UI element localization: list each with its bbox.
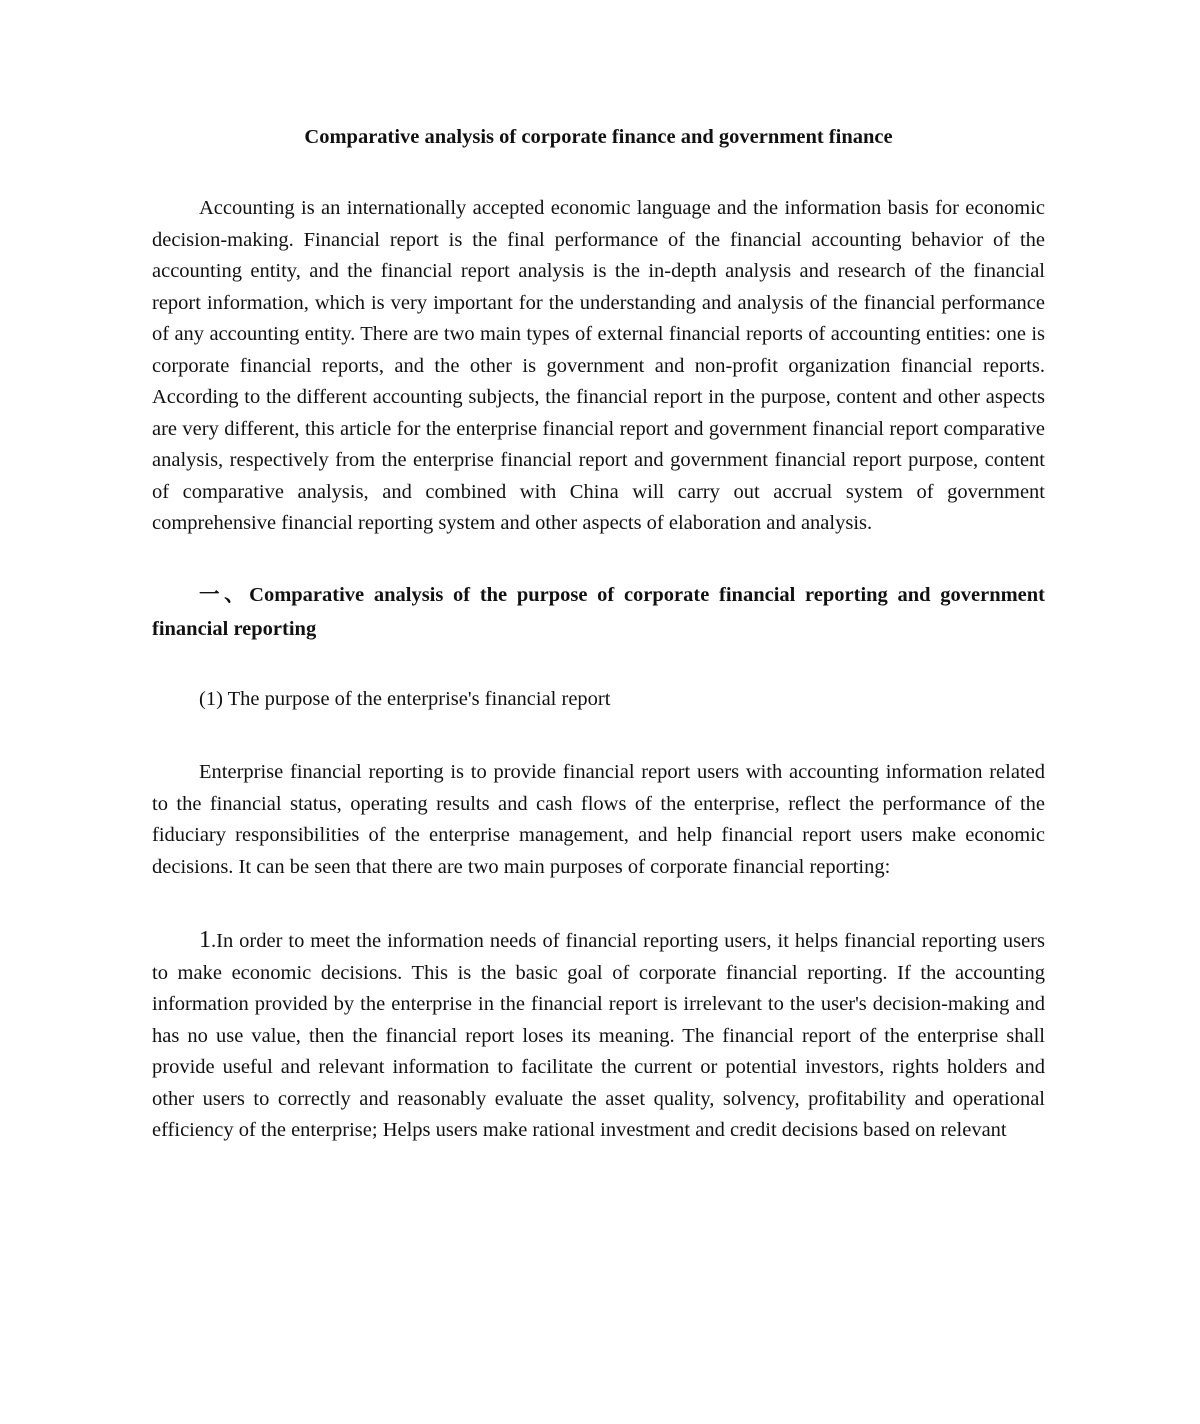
- list-item-text: .In order to meet the information needs of financial reporting users, it helps financial reporting users to make economic decisions. This is the basic goal of corporate financial reporting. If the accounting information provided by the enterprise in the financial report is irrelevant to the user's decision-making and has no use value, then the financial report loses its meaning. The financial report of the enterprise shall provide useful and relevant information to facilitate the current or potential investors, rights holders and other users to correctly and reasonably evaluate the asset quality, solvency, profitability and operational efficiency of the enterprise; Helps users make rational investment and credit decisions based on relevant: [152, 930, 1045, 1141]
- subsection-1-paragraph: Enterprise financial reporting is to provide financial report users with accounting information related to the financial status, operating results and cash flows of the enterprise, reflect the performance of the fiduciary responsibilities of the enterprise management, and help financial report users make economic decisions. It can be seen that there are two main purposes of corporate financial reporting:: [152, 761, 1045, 878]
- list-item-number: 1: [199, 927, 211, 953]
- document-page: [152, 122, 1045, 1147]
- subsection-1-heading: (1) The purpose of the enterprise's financial report: [199, 687, 611, 710]
- list-item-1: [152, 925, 1045, 1147]
- document-title: Comparative analysis of corporate finance and government finance: [304, 126, 893, 148]
- intro-paragraph: Accounting is an internationally accepted economic language and the information basis for economic decision-making. Financial report is the final performance of the financial accounting behavior of the accounting entity, and the financial report analysis is the in-depth analysis and research of the financial report information, which is very important for the understanding and analysis of the financial performance of any accounting entity. There are two main types of external financial reports of accounting entities: one is corporate financial reports, and the other is government and non-profit organization financial reports. According to the different accounting subjects, the financial report in the purpose, content and other aspects are very different, this article for the enterprise financial report and government financial report comparative analysis, respectively from the enterprise financial report and government financial report purpose, content of comparative analysis, and combined with China will carry out accrual system of government comprehensive financial reporting system and other aspects of elaboration and analysis.: [152, 197, 1045, 534]
- section-1-heading: 一、Comparative analysis of the purpose of corporate financial reporting and government financial reporting: [152, 583, 1045, 640]
